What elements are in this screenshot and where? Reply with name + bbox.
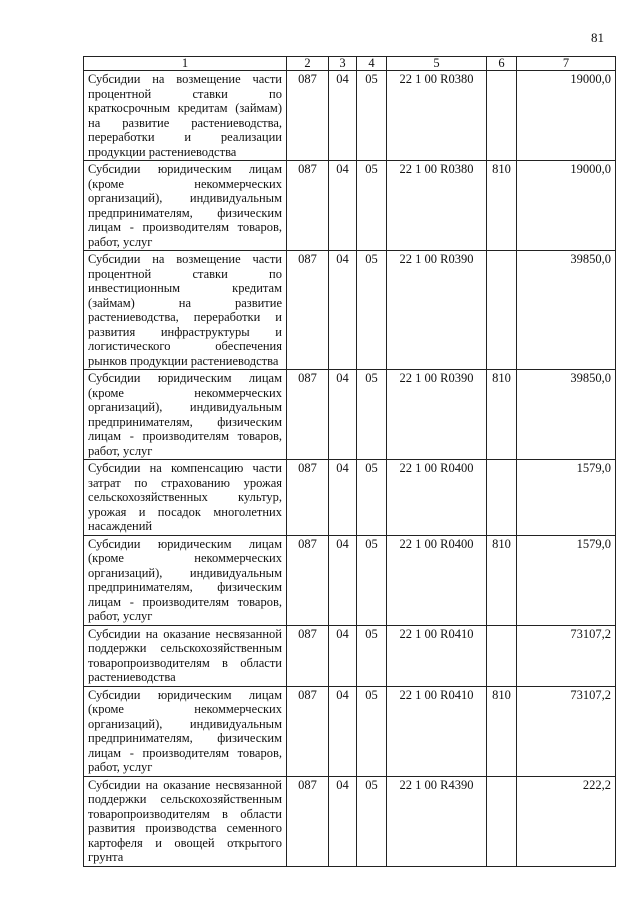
subsection-code-cell: 05: [357, 776, 387, 866]
target-article-cell: 22 1 00 R0400: [387, 535, 487, 625]
section-code-cell: 04: [329, 686, 357, 776]
expense-name-cell: Субсидии на компенсацию части затрат по страхованию урожая сельскохозяйственных культур, урожая и посадок многолетних насаждений: [84, 460, 287, 536]
column-header: 2: [287, 57, 329, 71]
column-header: 7: [517, 57, 616, 71]
table-row: [84, 251, 616, 370]
department-code-cell: 087: [287, 251, 329, 370]
target-article-cell: 22 1 00 R0410: [387, 625, 487, 686]
section-code-cell: 04: [329, 370, 357, 460]
department-code-cell: 087: [287, 460, 329, 536]
subsection-code-cell: 05: [357, 535, 387, 625]
expense-type-cell: [487, 460, 517, 536]
target-article-cell: 22 1 00 R0390: [387, 370, 487, 460]
section-code-cell: 04: [329, 251, 357, 370]
department-code-cell: 087: [287, 776, 329, 866]
department-code-cell: 087: [287, 686, 329, 776]
page-number: 81: [591, 30, 604, 45]
department-code-cell: 087: [287, 535, 329, 625]
table-row: [84, 460, 616, 536]
table-row: [84, 625, 616, 686]
subsection-code-cell: 05: [357, 251, 387, 370]
target-article-cell: 22 1 00 R0390: [387, 251, 487, 370]
expense-type-cell: 810: [487, 535, 517, 625]
amount-cell: 222,2: [517, 776, 616, 866]
department-code-cell: 087: [287, 161, 329, 251]
subsection-code-cell: 05: [357, 161, 387, 251]
expense-name-cell: Субсидии юридическим лицам (кроме некоммерческих организаций), индивидуальным предпринимателям, физическим лицам - производителям товаров, работ, услуг: [84, 535, 287, 625]
department-code-cell: 087: [287, 370, 329, 460]
column-header: 3: [329, 57, 357, 71]
expense-type-cell: 810: [487, 686, 517, 776]
target-article-cell: 22 1 00 R0380: [387, 161, 487, 251]
amount-cell: 73107,2: [517, 625, 616, 686]
table-row: [84, 370, 616, 460]
expense-type-cell: [487, 251, 517, 370]
expense-name-cell: Субсидии на оказание несвязанной поддержки сельскохозяйственным товаропроизводителям в области растениеводства: [84, 625, 287, 686]
amount-cell: 19000,0: [517, 71, 616, 161]
amount-cell: 1579,0: [517, 535, 616, 625]
table-row: [84, 71, 616, 161]
header-row: [84, 57, 616, 71]
target-article-cell: 22 1 00 R0400: [387, 460, 487, 536]
section-code-cell: 04: [329, 776, 357, 866]
table-row: [84, 161, 616, 251]
target-article-cell: 22 1 00 R4390: [387, 776, 487, 866]
amount-cell: 73107,2: [517, 686, 616, 776]
expense-name-cell: Субсидии на возмещение части процентной ставки по краткосрочным кредитам (займам) на развитие растениеводства, переработки и реализации продукции растениеводства: [84, 71, 287, 161]
budget-table: [83, 56, 616, 867]
section-code-cell: 04: [329, 535, 357, 625]
amount-cell: 1579,0: [517, 460, 616, 536]
column-header: 1: [84, 57, 287, 71]
department-code-cell: 087: [287, 71, 329, 161]
section-code-cell: 04: [329, 71, 357, 161]
section-code-cell: 04: [329, 161, 357, 251]
section-code-cell: 04: [329, 460, 357, 536]
table-row: [84, 776, 616, 866]
expense-name-cell: Субсидии на возмещение части процентной ставки по инвестиционным кредитам (займам) на развитие растениеводства, переработки и развития инфраструктуры и логистического обеспечения рынков продукции растениеводства: [84, 251, 287, 370]
expense-type-cell: 810: [487, 370, 517, 460]
subsection-code-cell: 05: [357, 71, 387, 161]
target-article-cell: 22 1 00 R0410: [387, 686, 487, 776]
department-code-cell: 087: [287, 625, 329, 686]
subsection-code-cell: 05: [357, 460, 387, 536]
amount-cell: 19000,0: [517, 161, 616, 251]
column-header: 6: [487, 57, 517, 71]
column-header: 5: [387, 57, 487, 71]
expense-type-cell: [487, 625, 517, 686]
target-article-cell: 22 1 00 R0380: [387, 71, 487, 161]
amount-cell: 39850,0: [517, 370, 616, 460]
expense-name-cell: Субсидии юридическим лицам (кроме некоммерческих организаций), индивидуальным предпринимателям, физическим лицам - производителям товаров, работ, услуг: [84, 686, 287, 776]
table-row: [84, 686, 616, 776]
subsection-code-cell: 05: [357, 370, 387, 460]
subsection-code-cell: 05: [357, 625, 387, 686]
expense-type-cell: [487, 776, 517, 866]
column-header: 4: [357, 57, 387, 71]
amount-cell: 39850,0: [517, 251, 616, 370]
expense-name-cell: Субсидии юридическим лицам (кроме некоммерческих организаций), индивидуальным предпринимателям, физическим лицам - производителям товаров, работ, услуг: [84, 161, 287, 251]
expense-name-cell: Субсидии юридическим лицам (кроме некоммерческих организаций), индивидуальным предпринимателям, физическим лицам - производителям товаров, работ, услуг: [84, 370, 287, 460]
subsection-code-cell: 05: [357, 686, 387, 776]
expense-type-cell: 810: [487, 161, 517, 251]
expense-type-cell: [487, 71, 517, 161]
expense-name-cell: Субсидии на оказание несвязанной поддержки сельскохозяйственным товаропроизводителям в области развития производства семенного картофеля и овощей открытого грунта: [84, 776, 287, 866]
table-row: [84, 535, 616, 625]
section-code-cell: 04: [329, 625, 357, 686]
